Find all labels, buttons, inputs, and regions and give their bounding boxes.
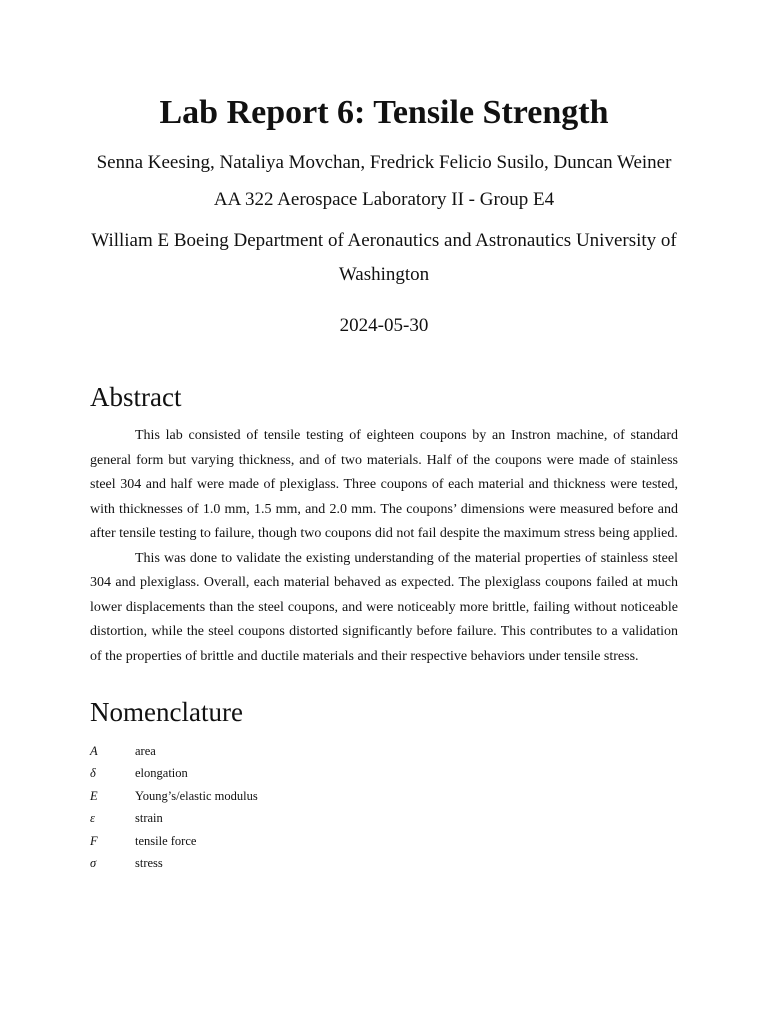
nomenclature-heading: Nomenclature xyxy=(90,697,243,727)
nomenclature-definition: strain xyxy=(135,811,163,826)
nomenclature-item xyxy=(90,740,678,762)
abstract-heading: Abstract xyxy=(90,382,182,412)
abstract-body xyxy=(90,424,678,669)
nomenclature-definition: stress xyxy=(135,855,163,870)
nomenclature-item xyxy=(90,762,678,784)
abstract-paragraph: This was done to validate the existing understanding of the material properties of stainless steel 304 and plexiglass. Overall, each material behaved as expected. The plexiglass coupons failed at much lower displacements than the steel coupons, and were noticeably more brittle, failing without noticeable distortion, while the steel coupons distorted significantly before failure. This contributes to a validation of the properties of brittle and ductile materials and their respective behaviors under tensile stress. xyxy=(90,550,678,664)
nomenclature-definition: elongation xyxy=(135,766,188,781)
nomenclature-item xyxy=(90,785,678,807)
course-line: AA 322 Aerospace Laboratory II - Group E4 xyxy=(213,189,555,210)
nomenclature-symbol: δ xyxy=(90,766,96,781)
report-date: 2024-05-30 xyxy=(339,315,429,336)
nomenclature-item xyxy=(90,807,678,829)
paper-title: Lab Report 6: Tensile Strength xyxy=(159,94,609,131)
nomenclature-symbol: ε xyxy=(90,811,95,826)
nomenclature-item xyxy=(90,830,678,852)
nomenclature-symbol: σ xyxy=(90,855,97,870)
abstract-paragraph: This lab consisted of tensile testing of eighteen coupons by an Instron machine, of standard general form but varying thickness, and of two materials. Half of the coupons were made of stainless steel 304 and half were made of plexiglass. Three coupons of each material and thickness were tested, with thicknesses of 1.0 mm, 1.5 mm, and 2.0 mm. The coupons’ dimensions were measured before and after tensile testing to failure, though two coupons did not fail despite the maximum stress being applied. xyxy=(90,428,678,541)
nomenclature-definition: tensile force xyxy=(135,833,197,848)
nomenclature-symbol: E xyxy=(90,788,98,803)
author-list: Senna Keesing, Nataliya Movchan, Fredrick Felicio Susilo, Duncan Weiner xyxy=(96,152,672,173)
department-affiliation: William E Boeing Department of Aeronautics and Astronautics University of Washington xyxy=(91,230,677,285)
nomenclature-item xyxy=(90,852,678,874)
nomenclature-definition: Young’s/elastic modulus xyxy=(135,788,258,803)
nomenclature-symbol: F xyxy=(90,833,98,848)
nomenclature-definition: area xyxy=(135,744,156,758)
nomenclature-list xyxy=(90,740,678,874)
nomenclature-symbol: A xyxy=(90,744,98,758)
